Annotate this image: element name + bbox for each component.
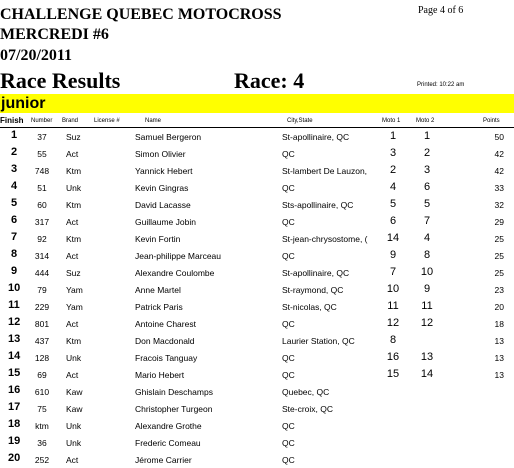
cell-brand: Ktm <box>66 234 82 244</box>
cell-moto1: 2 <box>389 164 397 176</box>
col-points: Points <box>483 118 500 124</box>
results-title: Race Results <box>0 68 121 93</box>
cell-brand: Unk <box>66 421 82 431</box>
cell-number: 37 <box>37 132 47 142</box>
cell-name: David Lacasse <box>135 200 191 210</box>
cell-moto2: 6 <box>423 181 431 193</box>
cell-points: 23 <box>494 285 504 295</box>
cell-number: 229 <box>34 302 50 312</box>
table-row <box>0 315 514 332</box>
cell-city: St-apollinaire, QC <box>282 132 350 142</box>
cell-number: 69 <box>37 370 47 380</box>
cell-finish: 1 <box>10 129 18 141</box>
table-row <box>0 213 514 230</box>
table-row <box>0 349 514 366</box>
cell-number: 75 <box>37 404 47 414</box>
cell-moto2: 14 <box>420 368 434 380</box>
cell-moto1: 8 <box>389 334 397 346</box>
table-row <box>0 298 514 315</box>
cell-finish: 13 <box>8 333 21 345</box>
cell-number: 51 <box>37 183 47 193</box>
table-row <box>0 230 514 247</box>
cell-moto1: 6 <box>389 215 397 227</box>
col-brand: Brand <box>62 118 79 124</box>
cell-number: 55 <box>37 149 47 159</box>
cell-points: 42 <box>494 149 504 159</box>
cell-finish: 8 <box>10 248 18 260</box>
col-moto1: Moto 1 <box>382 118 401 124</box>
cell-moto2: 13 <box>420 351 434 363</box>
table-row <box>0 400 514 417</box>
cell-points: 33 <box>494 183 504 193</box>
cell-city: QC <box>282 251 295 261</box>
cell-finish: 10 <box>8 282 21 294</box>
table-row <box>0 366 514 383</box>
cell-name: Yannick Hebert <box>135 166 193 176</box>
cell-name: Mario Hebert <box>135 370 185 380</box>
cell-finish: 9 <box>10 265 18 277</box>
cell-city: Quebec, QC <box>282 387 330 397</box>
cell-city: QC <box>282 353 295 363</box>
cell-moto2: 3 <box>423 164 431 176</box>
cell-city: QC <box>282 438 295 448</box>
cell-moto2: 10 <box>420 266 434 278</box>
col-city: City,State <box>287 118 313 124</box>
cell-moto1: 15 <box>386 368 400 380</box>
cell-moto1: 5 <box>389 198 397 210</box>
cell-brand: Suz <box>66 268 81 278</box>
cell-points: 25 <box>494 234 504 244</box>
cell-points: 32 <box>494 200 504 210</box>
cell-name: Kevin Fortin <box>135 234 181 244</box>
cell-number: 748 <box>34 166 50 176</box>
cell-moto1: 10 <box>386 283 400 295</box>
col-moto2: Moto 2 <box>416 118 435 124</box>
cell-finish: 20 <box>8 452 21 464</box>
table-row <box>0 145 514 162</box>
cell-number: 444 <box>34 268 50 278</box>
cell-name: Jérome Carrier <box>135 455 192 465</box>
cell-brand: Unk <box>66 438 82 448</box>
cell-finish: 15 <box>8 367 21 379</box>
cell-moto1: 11 <box>387 300 399 312</box>
cell-brand: Act <box>66 217 79 227</box>
cell-moto1: 9 <box>389 249 397 261</box>
cell-number: 610 <box>34 387 50 397</box>
table-row <box>0 281 514 298</box>
cell-moto2: 9 <box>423 283 431 295</box>
cell-moto1: 12 <box>386 317 400 329</box>
cell-brand: Ktm <box>66 166 82 176</box>
cell-brand: Act <box>66 149 79 159</box>
cell-moto2: 4 <box>423 232 431 244</box>
cell-finish: 6 <box>10 214 18 226</box>
cell-moto1: 14 <box>386 232 400 244</box>
event-date: 07/20/2011 <box>0 47 73 64</box>
cell-city: QC <box>282 455 295 465</box>
col-number: Number <box>31 118 53 124</box>
cell-brand: Act <box>66 455 79 465</box>
cell-moto2: 1 <box>423 130 431 142</box>
cell-brand: Yam <box>66 285 83 295</box>
table-row <box>0 451 514 468</box>
table-row <box>0 179 514 196</box>
cell-name: Ghislain Deschamps <box>135 387 213 397</box>
cell-brand: Act <box>66 319 79 329</box>
cell-name: Don Macdonald <box>135 336 195 346</box>
class-name: junior <box>1 95 46 112</box>
cell-number: 437 <box>34 336 50 346</box>
cell-brand: Act <box>66 370 79 380</box>
cell-brand: Unk <box>66 183 82 193</box>
cell-moto1: 7 <box>389 266 397 278</box>
cell-finish: 4 <box>10 180 18 192</box>
cell-finish: 19 <box>8 435 21 447</box>
cell-city: St-jean-chrysostome, ( <box>282 234 368 244</box>
cell-moto1: 1 <box>389 130 397 142</box>
cell-name: Christopher Turgeon <box>135 404 213 414</box>
cell-city: QC <box>282 217 295 227</box>
cell-city: Ste-croix, QC <box>282 404 334 414</box>
cell-brand: Act <box>66 251 79 261</box>
table-row <box>0 434 514 451</box>
cell-name: Frederic Comeau <box>135 438 201 448</box>
cell-name: Alexandre Grothe <box>135 421 202 431</box>
cell-city: St-apollinaire, QC <box>282 268 350 278</box>
table-row <box>0 332 514 349</box>
cell-points: 18 <box>494 319 504 329</box>
cell-number: ktm <box>35 421 49 431</box>
cell-name: Antoine Charest <box>135 319 196 329</box>
cell-name: Samuel Bergeron <box>135 132 202 142</box>
cell-brand: Unk <box>66 353 82 363</box>
cell-city: QC <box>282 319 295 329</box>
cell-city: St-raymond, QC <box>282 285 344 295</box>
cell-moto2: 8 <box>423 249 431 261</box>
cell-moto2: 11 <box>421 300 433 312</box>
cell-city: Sts-apollinaire, QC <box>282 200 354 210</box>
cell-name: Jean-philippe Marceau <box>135 251 221 261</box>
cell-brand: Kaw <box>66 404 83 414</box>
page-indicator: Page 4 of 6 <box>418 5 464 16</box>
cell-name: Simon Olivier <box>135 149 186 159</box>
cell-finish: 12 <box>8 316 21 328</box>
table-row <box>0 264 514 281</box>
event-title: CHALLENGE QUEBEC MOTOCROSS <box>0 6 282 23</box>
cell-finish: 18 <box>8 418 21 430</box>
cell-moto2: 2 <box>423 147 431 159</box>
cell-points: 42 <box>494 166 504 176</box>
cell-brand: Yam <box>66 302 83 312</box>
cell-name: Fracois Tanguay <box>135 353 198 363</box>
cell-number: 252 <box>34 455 50 465</box>
cell-name: Anne Martel <box>135 285 181 295</box>
printed-time: Printed: 10:22 am <box>417 82 465 88</box>
cell-city: QC <box>282 421 295 431</box>
cell-moto1: 16 <box>386 351 400 363</box>
cell-moto2: 5 <box>423 198 431 210</box>
cell-finish: 14 <box>8 350 21 362</box>
cell-finish: 7 <box>10 231 18 243</box>
cell-points: 25 <box>494 268 504 278</box>
cell-moto1: 4 <box>389 181 397 193</box>
cell-moto2: 12 <box>420 317 434 329</box>
table-row <box>0 196 514 213</box>
cell-number: 60 <box>37 200 47 210</box>
cell-number: 92 <box>37 234 47 244</box>
cell-name: Alexandre Coulombe <box>135 268 215 278</box>
cell-city: Laurier Station, QC <box>282 336 355 346</box>
cell-moto2: 7 <box>423 215 431 227</box>
cell-city: QC <box>282 370 295 380</box>
cell-number: 36 <box>37 438 47 448</box>
cell-name: Kevin Gingras <box>135 183 189 193</box>
cell-name: Guillaume Jobin <box>135 217 196 227</box>
cell-finish: 2 <box>10 146 18 158</box>
cell-number: 317 <box>34 217 50 227</box>
cell-city: St-nicolas, QC <box>282 302 337 312</box>
cell-points: 29 <box>494 217 504 227</box>
cell-moto1: 3 <box>389 147 397 159</box>
table-row <box>0 247 514 264</box>
cell-brand: Ktm <box>66 336 82 346</box>
cell-points: 25 <box>494 251 504 261</box>
cell-finish: 16 <box>8 384 21 396</box>
col-name: Name <box>145 118 162 124</box>
cell-number: 79 <box>37 285 47 295</box>
table-row <box>0 128 514 145</box>
cell-brand: Suz <box>66 132 81 142</box>
col-finish: Finish <box>0 116 24 125</box>
cell-finish: 17 <box>8 401 21 413</box>
cell-finish: 5 <box>10 197 18 209</box>
event-subtitle: MERCREDI #6 <box>0 26 109 43</box>
cell-finish: 11 <box>8 299 20 311</box>
cell-points: 50 <box>494 132 504 142</box>
cell-finish: 3 <box>10 163 18 175</box>
cell-city: QC <box>282 183 295 193</box>
class-banner <box>0 94 514 113</box>
col-license: License # <box>94 118 120 124</box>
cell-points: 13 <box>494 370 504 380</box>
cell-points: 13 <box>494 353 504 363</box>
cell-number: 801 <box>34 319 50 329</box>
cell-number: 314 <box>34 251 50 261</box>
table-row <box>0 383 514 400</box>
cell-brand: Ktm <box>66 200 82 210</box>
cell-points: 20 <box>494 302 504 312</box>
cell-city: St-lambert De Lauzon, <box>282 166 368 176</box>
table-row <box>0 162 514 179</box>
cell-name: Patrick Paris <box>135 302 183 312</box>
cell-points: 13 <box>494 336 504 346</box>
race-number: Race: 4 <box>234 68 305 93</box>
table-row <box>0 417 514 434</box>
cell-brand: Kaw <box>66 387 83 397</box>
cell-city: QC <box>282 149 295 159</box>
cell-number: 128 <box>34 353 50 363</box>
